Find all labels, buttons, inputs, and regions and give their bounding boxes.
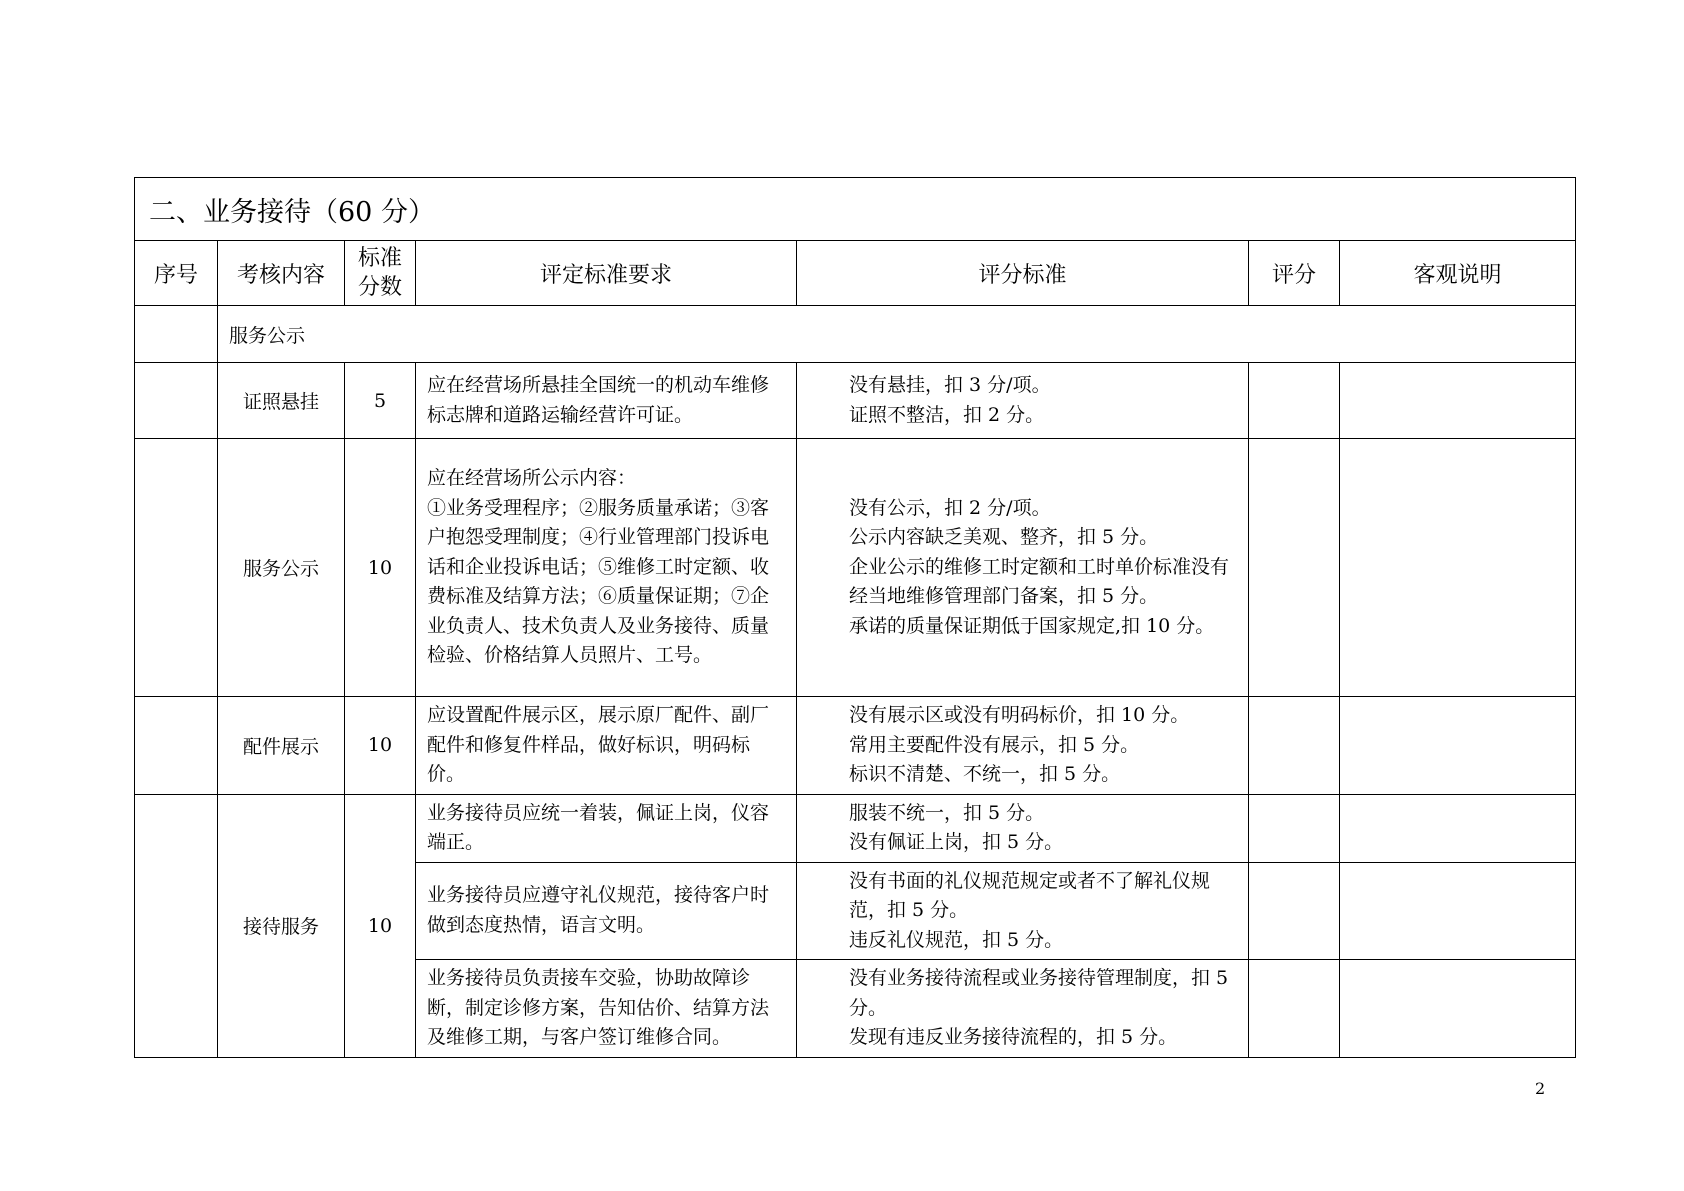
category-row [135,306,1576,363]
score-cell[interactable] [1249,794,1340,862]
criteria-line: 承诺的质量保证期低于国家规定,扣 10 分。 [849,614,1215,637]
requirement-intro: 应在经营场所公示内容： [427,467,637,490]
criteria-cell [797,439,1249,697]
requirement-text: 应在经营场所悬挂全国统一的机动车维修标志牌和道路运输经营许可证。 [416,363,797,439]
header-standard-points [345,241,416,306]
item-name: 服务公示 [218,439,345,697]
requirement-text: 应设置配件展示区，展示原厂配件、副厂配件和修复件样品，做好标识，明码标价。 [416,697,797,795]
note-cell[interactable] [1340,862,1576,960]
score-cell[interactable] [1249,960,1340,1058]
item-points: 5 [345,363,416,439]
criteria-text: 没有书面的礼仪规范规定或者不了解礼仪规范，扣 5 分。 [849,869,1211,921]
requirement-text: 业务接待员应遵守礼仪规范，接待客户时做到态度热情，语言文明。 [416,862,797,960]
score-cell[interactable] [1249,862,1340,960]
score-cell[interactable] [1249,363,1340,439]
requirement-text: 业务接待员应统一着装，佩证上岗，仪容端正。 [416,794,797,862]
seq-cell [135,363,218,439]
item-points: 10 [345,697,416,795]
criteria-line: 证照不整洁，扣 2 分。 [849,403,1045,426]
item-points: 10 [345,439,416,697]
table-row [135,439,1576,697]
header-content: 考核内容 [218,241,345,306]
criteria-line: 违反礼仪规范，扣 5 分。 [849,928,1064,951]
table-row [135,794,1576,862]
scoring-table [134,177,1576,1058]
header-seq: 序号 [135,241,218,306]
table-row [135,363,1576,439]
note-cell[interactable] [1340,960,1576,1058]
criteria-text: 没有业务接待流程或业务接待管理制度，扣 5 分。 [849,967,1229,1019]
criteria-line: 发现有违反业务接待流程的，扣 5 分。 [849,1026,1178,1048]
header-criteria: 评分标准 [797,241,1249,306]
criteria-line: 服装不统一，扣 5 分。 [849,801,1045,824]
requirement-text: 业务接待员负责接车交验，协助故障诊断，制定诊修方案，告知估价、结算方法及维修工期，与客户签订维修合同。 [416,960,797,1058]
header-requirement: 评定标准要求 [416,241,797,306]
criteria-line: 常用主要配件没有展示，扣 5 分。 [849,733,1140,756]
criteria-line: 没有佩证上岗，扣 5 分。 [849,831,1064,853]
criteria-line: 没有公示，扣 2 分/项。 [849,496,1051,519]
category-name: 服务公示 [218,306,1576,363]
seq-cell [135,794,218,1057]
category-seq-cell [135,306,218,363]
criteria-cell [797,960,1249,1058]
header-row [135,241,1576,306]
note-cell[interactable] [1340,439,1576,697]
note-cell[interactable] [1340,363,1576,439]
criteria-cell [797,363,1249,439]
criteria-line: 标识不清楚、不统一，扣 5 分。 [849,763,1121,785]
criteria-line: 企业公示的维修工时定额和工时单价标准没有经当地维修管理部门备案，扣 5 分。 [849,555,1230,608]
item-name: 证照悬挂 [218,363,345,439]
score-cell[interactable] [1249,697,1340,795]
criteria-line: 没有展示区或没有明码标价，扣 10 分。 [849,704,1190,726]
item-name: 配件展示 [218,697,345,795]
table-row [135,697,1576,795]
requirement-text: ①业务受理程序；②服务质量承诺；③客户抱怨受理制度；④行业管理部门投诉电话和企业投诉电话；⑤维修工时定额、收费标准及结算方法；⑥质量保证期；⑦企业负责人、技术负责人及业务接待、质量检验、价格结算人员照片、工号。 [427,496,770,667]
section-title: 二、业务接待（60 分） [135,178,1576,241]
note-cell[interactable] [1340,697,1576,795]
criteria-cell [797,794,1249,862]
page-number: 2 [1535,1079,1546,1098]
header-note: 客观说明 [1340,241,1576,306]
header-std-line2: 分数 [357,275,402,300]
requirement-cell [416,439,797,697]
header-score: 评分 [1249,241,1340,306]
seq-cell [135,697,218,795]
seq-cell [135,439,218,697]
score-cell[interactable] [1249,439,1340,697]
criteria-line: 没有悬挂，扣 3 分/项。 [849,374,1051,396]
item-name: 接待服务 [218,794,345,1057]
note-cell[interactable] [1340,794,1576,862]
criteria-cell [797,862,1249,960]
criteria-line: 公示内容缺乏美观、整齐，扣 5 分。 [849,526,1159,549]
item-points: 10 [345,794,416,1057]
criteria-cell [797,697,1249,795]
header-std-line1: 标准 [357,246,402,271]
